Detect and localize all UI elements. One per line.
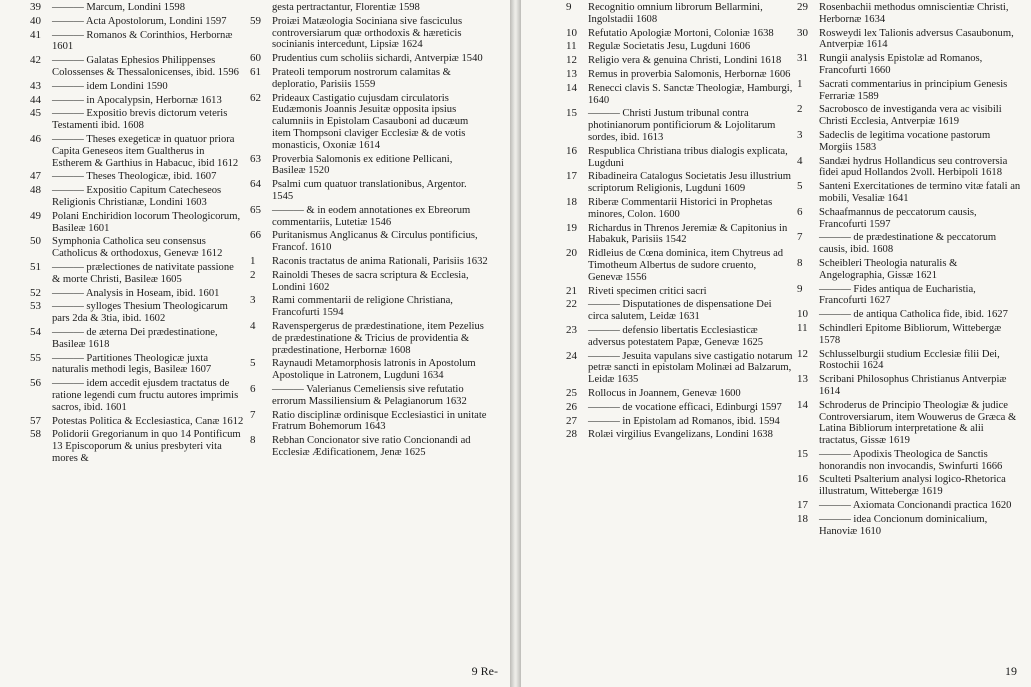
entry-number: 7	[250, 408, 256, 421]
entry-text: Puritanismus Anglicanus & Circulus pontificius, Francof. 1610	[272, 230, 478, 254]
catalog-entry	[250, 270, 488, 294]
catalog-entry	[30, 429, 244, 464]
entry-number: 13	[566, 67, 577, 80]
catalog-entry	[797, 349, 1023, 373]
entry-text: ——— de vocatione efficaci, Edinburgi 1597	[588, 401, 782, 413]
entry-text: ——— & in eodem annotationes ex Ebreorum commentariis, Lutetiæ 1546	[272, 204, 471, 228]
entry-number: 54	[30, 325, 41, 338]
entry-number: 30	[797, 26, 808, 39]
entry-number: 10	[566, 26, 577, 39]
entry-text: Proverbia Salomonis ex editione Pellicani, Basileæ 1520	[272, 153, 453, 177]
entry-number: 29	[797, 2, 808, 13]
left-column-1	[30, 2, 244, 687]
entry-text: Symphonia Catholica seu consensus Catholicus & orthodoxus, Genevæ 1612	[52, 236, 223, 260]
left-column-2	[250, 2, 488, 687]
catalog-entry	[250, 295, 488, 319]
entry-text: Prateoli temporum nostrorum calamitas & deploratio, Parisiis 1559	[272, 66, 451, 90]
entry-text: gesta pertractantur, Florentiæ 1598	[272, 2, 420, 13]
catalog-entry	[797, 2, 1023, 26]
catalog-entry	[250, 435, 488, 459]
entry-number: 57	[30, 414, 41, 427]
entry-text: ——— Disputationes de dispensatione Dei circa salutem, Leidæ 1631	[588, 299, 772, 323]
entry-text: Sacrati commentarius in principium Genesis Ferrariæ 1589	[819, 78, 1008, 102]
catalog-entry	[30, 2, 244, 14]
entry-number: 13	[797, 373, 808, 386]
catalog-entry	[566, 223, 793, 247]
catalog-entry	[797, 514, 1023, 538]
entry-number: 4	[797, 154, 803, 167]
catalog-entry	[797, 374, 1023, 398]
entry-number: 25	[566, 386, 577, 399]
catalog-entry	[30, 185, 244, 209]
entry-number: 1	[797, 77, 803, 90]
catalog-entry	[797, 130, 1023, 154]
entry-text: Rosweydi lex Talionis adversus Casaubonum, Antverpiæ 1614	[819, 27, 1014, 51]
catalog-entry	[566, 108, 793, 143]
entry-number: 60	[250, 52, 261, 65]
entry-text: Refutatio Apologiæ Mortoni, Coloniæ 1638	[588, 27, 774, 39]
catalog-entry	[566, 299, 793, 323]
entry-text: Raconis tractatus de anima Rationali, Parisiis 1632	[272, 255, 488, 267]
entry-number: 2	[797, 103, 803, 116]
entry-number: 15	[566, 107, 577, 120]
entry-text: ——— defensio libertatis Ecclesiasticæ adversus potestatem Papæ, Genevæ 1625	[588, 324, 764, 348]
entry-number: 39	[30, 2, 41, 13]
catalog-entry	[566, 325, 793, 349]
entry-text: Sadeclis de legitima vocatione pastorum Morgiis 1583	[819, 129, 991, 153]
entry-text: Rebhan Concionator sive ratio Concionandi ad Ecclesiæ Ædificationem, Jenæ 1625	[272, 435, 471, 458]
entry-text: ——— idem Londini 1590	[52, 80, 168, 92]
entry-text: Sacrobosco de investiganda vera ac visibili Christi Ecclesia, Antverpiæ 1619	[819, 104, 1002, 128]
entry-text: ——— in Epistolam ad Romanos, ibid. 1594	[588, 415, 780, 427]
entry-text: ——— Expositio brevis dictorum veteris Testamenti ibid. 1608	[52, 108, 228, 132]
catalog-entry	[250, 179, 488, 203]
entry-text: Rami commentarii de religione Christiana, Francofurti 1594	[272, 295, 453, 319]
entry-text: ——— Fides antiqua de Eucharistia, Francofurti 1627	[819, 283, 976, 307]
entry-text: Renecci clavis S. Sanctæ Theologiæ, Hamburgi, 1640	[588, 82, 793, 106]
catalog-entry	[30, 353, 244, 377]
entry-number: 44	[30, 93, 41, 106]
entry-text: ——— in Apocalypsin, Herbornæ 1613	[52, 94, 222, 106]
entry-number: 50	[30, 235, 41, 248]
catalog-entry	[797, 181, 1023, 205]
catalog-entry	[566, 83, 793, 107]
entry-number: 11	[566, 40, 577, 53]
entry-number: 2	[250, 268, 256, 281]
catalog-entry	[797, 284, 1023, 308]
entry-text: ——— Axiomata Concionandi practica 1620	[819, 500, 1012, 512]
catalog-entry	[250, 67, 488, 91]
entry-text: Polidorii Gregorianum in quo 14 Pontificum 13 Episcoporum & unius presbyteri vita mores &	[52, 429, 241, 464]
entry-number: 23	[566, 323, 577, 336]
entry-number: 20	[566, 247, 577, 260]
entry-number: 6	[250, 382, 256, 395]
entry-number: 48	[30, 184, 41, 197]
entry-number: 21	[566, 284, 577, 297]
catchword: 9 Re-	[471, 664, 498, 678]
entry-text: Ratio disciplinæ ordinisque Ecclesiastici in unitate Fratrum Bohemorum 1643	[272, 409, 487, 433]
catalog-entry	[30, 301, 244, 325]
catalog-entry	[30, 236, 244, 260]
catalog-entry	[250, 53, 488, 65]
catalog-entry	[797, 28, 1023, 52]
catalog-entry	[566, 351, 793, 386]
entry-number: 52	[30, 286, 41, 299]
entry-text: ——— de æterna Dei prædestinatione, Basileæ 1618	[52, 326, 218, 350]
right-page	[521, 0, 1031, 687]
entry-number: 14	[797, 398, 808, 411]
catalog-entry	[797, 232, 1023, 256]
entry-text: Regulæ Societatis Jesu, Lugduni 1606	[588, 41, 751, 53]
entry-number: 16	[797, 473, 808, 486]
entry-number: 53	[30, 300, 41, 313]
entry-number: 46	[30, 132, 41, 145]
entry-text: Rosenbachii methodus omniscientiæ Christi, Herbornæ 1634	[819, 2, 1009, 25]
entry-text: ——— Expositio Capitum Catecheseos Religionis Christianæ, Londini 1603	[52, 185, 222, 208]
entry-text: Rollocus in Joannem, Genevæ 1600	[588, 387, 741, 399]
catalog-entry	[250, 256, 488, 268]
entry-text: Ribadineira Catalogus Societatis Jesu illustrium scriptorum Religionis, Lugduni 1609	[588, 171, 792, 195]
entry-number: 12	[797, 347, 808, 360]
entry-number: 51	[30, 260, 41, 273]
entry-number: 11	[797, 321, 808, 334]
entry-text: ——— idea Concionum dominicalium, Hanoviæ 1610	[819, 513, 988, 537]
entry-number: 41	[30, 28, 41, 41]
left-page	[0, 0, 510, 687]
catalog-entry	[566, 171, 793, 195]
entry-text: Polani Enchiridion locorum Theologicorum, Basileæ 1601	[52, 210, 241, 234]
entry-text: ——— Theses Theologicæ, ibid. 1607	[52, 171, 217, 183]
catalog-entry	[797, 323, 1023, 347]
entry-text: ——— Acta Apostolorum, Londini 1597	[52, 15, 227, 27]
catalog-entry	[250, 321, 488, 356]
entry-number: 58	[30, 428, 41, 441]
entry-number: 18	[797, 512, 808, 525]
entry-number: 55	[30, 351, 41, 364]
entry-number: 19	[566, 221, 577, 234]
entry-number: 6	[797, 205, 803, 218]
entry-number: 45	[30, 107, 41, 120]
right-column-2	[797, 2, 1023, 687]
catalog-entry	[566, 2, 793, 26]
catalog-entry	[797, 449, 1023, 473]
entry-number: 61	[250, 65, 261, 78]
catalog-entry	[250, 93, 488, 152]
catalog-entry	[566, 28, 793, 40]
catalog-entry	[566, 429, 793, 441]
entry-number: 27	[566, 414, 577, 427]
catalog-entry	[250, 410, 488, 434]
catalog-entry	[30, 171, 244, 183]
entry-number: 43	[30, 79, 41, 92]
catalog-entry	[250, 16, 488, 51]
entry-number: 59	[250, 14, 261, 27]
entry-text: Sandæi hydrus Hollandicus seu controversia fidei apud Hollandos 2voll. Herbipoli 1618	[819, 155, 1008, 179]
entry-number: 47	[30, 170, 41, 183]
entry-number: 31	[797, 52, 808, 65]
catalog-entry	[566, 248, 793, 283]
catalog-entry	[797, 500, 1023, 512]
catalog-entry	[30, 16, 244, 28]
catalog-entry	[797, 309, 1023, 321]
entry-number: 56	[30, 377, 41, 390]
entry-text: Potestas Politica & Ecclesiastica, Canæ 1612	[52, 415, 244, 427]
entry-number: 3	[250, 294, 256, 307]
catalog-entry	[566, 55, 793, 67]
catalog-entry	[30, 55, 244, 79]
entry-text: ——— Marcum, Londini 1598	[52, 2, 185, 13]
entry-text: Schlusselburgii studium Ecclesiæ filii Dei, Rostochii 1624	[819, 348, 1000, 372]
entry-number: 64	[250, 178, 261, 191]
entry-number: 28	[566, 428, 577, 441]
catalog-entry	[30, 30, 244, 54]
entry-text: ——— Apodixis Theologica de Sanctis honorandis non invocandis, Swinfurti 1666	[819, 448, 1003, 472]
entry-text: Religio vera & genuina Christi, Londini 1618	[588, 55, 782, 67]
entry-text: Respublica Christiana tribus dialogis explicata, Lugduni	[588, 145, 788, 169]
entry-number: 40	[30, 14, 41, 27]
entry-text: ——— Jesuita vapulans sive castigatio notarum petræ sancti in epistolam Molinæi ad Balzarum, Leidæ 1635	[588, 350, 793, 386]
catalog-entry	[30, 327, 244, 351]
entry-number: 63	[250, 152, 261, 165]
entry-text: ——— Theses exegeticæ in quatuor priora Capita Geneseos item Gualtherus in Estherem & Garthius in Habacuc, ibid 1612	[52, 133, 239, 169]
entry-number: 1	[250, 254, 256, 267]
entry-number: 26	[566, 400, 577, 413]
entry-text: Ravenspergerus de prædestinatione, item Pezelius de prædestinatione & Tricius de providentia & prædestinatione, Herbornæ 1608	[272, 320, 484, 356]
entry-text: ——— de antiqua Catholica fide, ibid. 1627	[819, 309, 1008, 321]
entry-text: ——— Valerianus Cemeliensis sive refutatio errorum Massiliensium & Pelagianorum 1632	[272, 383, 467, 407]
catalog-entry	[566, 69, 793, 81]
catalog-entry	[797, 79, 1023, 103]
entry-text: Schaafmannus de peccatorum causis, Francofurti 1597	[819, 206, 977, 230]
catalog-entry	[797, 258, 1023, 282]
entry-text: ——— prælectiones de nativitate passione & morte Christi, Basileæ 1605	[52, 261, 234, 285]
entry-text: Richardus in Threnos Jeremiæ & Capitonius in Habakuk, Parisiis 1542	[588, 222, 788, 246]
catalog-entry	[30, 81, 244, 93]
catalog-entry	[30, 211, 244, 235]
entry-number: 4	[250, 319, 256, 332]
entry-number: 5	[250, 357, 256, 370]
catalog-entry	[30, 108, 244, 132]
catalog-entry	[566, 197, 793, 221]
entry-text: Rolæi virgilius Evangelizans, Londini 1638	[588, 429, 773, 441]
entry-number: 17	[797, 499, 808, 512]
page-number: 19	[1005, 664, 1017, 678]
entry-text: Rainoldi Theses de sacra scriptura & Ecclesia, Londini 1602	[272, 269, 469, 293]
entry-text: ——— Christi Justum tribunal contra photinianorum pontificiorum & Lojolitarum sordes, ibid. 1613	[588, 108, 776, 143]
catalog-entry	[566, 402, 793, 414]
entry-number: 8	[797, 256, 803, 269]
entry-text: ——— Galatas Ephesios Philippenses Colossenses & Thessalonicenses, ibid. 1596	[52, 55, 239, 78]
entry-text: Schroderus de Principio Theologiæ & judice Controversiarum, item Wouwerus de Græca & Latina Bibliorum interpretatione & alii tractatus, Gissæ 1619	[819, 399, 1017, 447]
right-column-1	[566, 2, 793, 687]
catalog-entry	[797, 207, 1023, 231]
entry-text: Proiæi Matæologia Sociniana sive fasciculus controversiarum quæ orthodoxis & hæreticis socinianis intercedunt, Lipsiæ 1624	[272, 15, 463, 51]
entry-number: 66	[250, 229, 261, 242]
catalog-entry	[797, 53, 1023, 77]
catalog-entry	[30, 134, 244, 169]
entry-number: 9	[566, 2, 572, 13]
entry-number: 10	[797, 308, 808, 321]
entry-number: 62	[250, 91, 261, 104]
catalog-entry	[797, 156, 1023, 180]
catalog-entry	[797, 400, 1023, 447]
catalog-entry	[797, 104, 1023, 128]
entry-number: 65	[250, 203, 261, 216]
entry-number: 14	[566, 81, 577, 94]
catalog-entry	[250, 154, 488, 178]
catalog-entry	[566, 416, 793, 428]
entry-text: ——— Analysis in Hoseam, ibid. 1601	[52, 287, 220, 299]
entry-number: 22	[566, 298, 577, 311]
entry-number: 8	[250, 434, 256, 447]
entry-number: 7	[797, 231, 803, 244]
entry-text: Prudentius cum scholiis sichardi, Antverpiæ 1540	[272, 53, 483, 65]
entry-text: Ridleius de Cœna dominica, item Chytreus ad Timotheum Albertus de sudore cruento, Genevæ 1556	[588, 248, 784, 283]
catalog-entry	[250, 358, 488, 382]
entry-number: 5	[797, 180, 803, 193]
catalog-entry	[250, 230, 488, 254]
catalog-entry	[250, 384, 488, 408]
catalog-entry	[30, 262, 244, 286]
entry-text: Schindleri Epitome Bibliorum, Wittebergæ 1578	[819, 322, 1002, 346]
catalog-entry	[566, 146, 793, 170]
entry-number: 24	[566, 349, 577, 362]
entry-text: ——— Romanos & Corinthios, Herbornæ 1601	[52, 29, 233, 53]
entry-number: 16	[566, 144, 577, 157]
entry-number: 9	[797, 282, 803, 295]
entry-text: Santeni Exercitationes de termino vitæ fatali an mobili, Vesaliæ 1641	[819, 181, 1021, 204]
book-gutter	[510, 0, 521, 687]
catalog-entry	[250, 2, 488, 14]
entry-text: Rungii analysis Epistolæ ad Romanos, Francofurti 1660	[819, 53, 983, 76]
entry-text: Psalmi cum quatuor translationibus, Argentor. 1545	[272, 179, 467, 202]
entry-text: Prideaux Castigatio cujusdam circulatoris Eudæmonis Joannis Jesuitæ opposita ipsius calumniis in Epistolam Casauboni ad ducæum item Thompsoni claviger Ecclesiæ & de votis monasticis, Oxoniæ 1614	[272, 92, 469, 151]
entry-number: 17	[566, 170, 577, 183]
entry-text: ——— Partitiones Theologicæ juxta naturalis methodi legis, Basileæ 1607	[52, 352, 212, 376]
entry-text: Recognitio omnium librorum Bellarmini, Ingolstadii 1608	[588, 2, 763, 25]
catalog-entry	[30, 378, 244, 413]
entry-text: Scheibleri Theologia naturalis & Angelographia, Gissæ 1621	[819, 257, 958, 281]
catalog-entry	[30, 288, 244, 300]
catalog-entry	[566, 388, 793, 400]
entry-text: Raynaudi Metamorphosis latronis in Apostolum Apostolique in Latronem, Lugduni 1634	[272, 358, 476, 382]
catalog-entry	[30, 416, 244, 428]
entry-number: 15	[797, 447, 808, 460]
entry-text: Riveti specimen critici sacri	[588, 285, 707, 297]
entry-text: Riberæ Commentarii Historici in Prophetas minores, Colon. 1600	[588, 196, 773, 220]
entry-text: ——— sylloges Thesium Theologicarum pars 2da & 3tia, ibid. 1602	[52, 301, 228, 325]
entry-number: 42	[30, 54, 41, 67]
catalog-entry	[797, 474, 1023, 498]
catalog-entry	[30, 95, 244, 107]
entry-text: Remus in proverbia Salomonis, Herbornæ 1606	[588, 68, 791, 80]
entry-text: Scribani Philosophus Christianus Antverpiæ 1614	[819, 374, 1007, 397]
entry-number: 18	[566, 195, 577, 208]
entry-number: 3	[797, 128, 803, 141]
catalog-entry	[566, 286, 793, 298]
catalog-entry	[566, 41, 793, 53]
entry-text: ——— de prædestinatione & peccatorum causis, ibid. 1608	[819, 232, 997, 256]
catalog-entry	[250, 205, 488, 229]
entry-text: ——— idem accedit ejusdem tractatus de ratione legendi cum fructu autores imprimis sacros, ibid. 1601	[52, 378, 239, 413]
entry-text: Sculteti Psalterium analysi logico-Rhetorica illustratum, Wittebergæ 1619	[819, 474, 1006, 498]
entry-number: 12	[566, 54, 577, 67]
entry-number: 49	[30, 209, 41, 222]
